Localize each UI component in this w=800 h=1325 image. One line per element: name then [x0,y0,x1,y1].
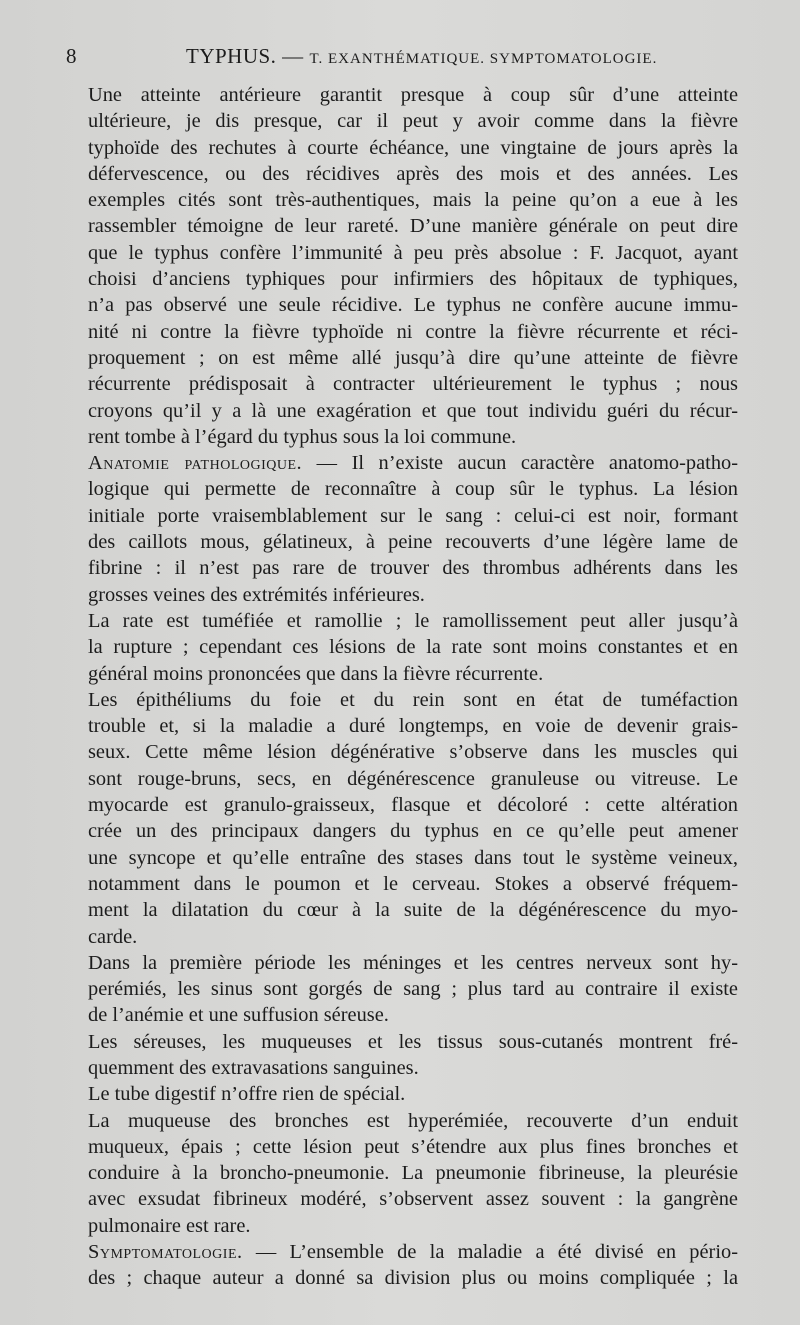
line-text: quemment des extravasations sanguines. [88,1056,419,1079]
line-text: crée un des principaux dangers du typhus en ce qu’elle peut amener [88,820,738,843]
text-line [88,213,738,239]
line-text: rent tombe à l’égard du typhus sous la loi commune. [88,425,517,448]
text-line [88,345,738,371]
text-line [88,1055,738,1081]
text-line [88,661,738,687]
line-text: La muqueuse des bronches est hyperémiée, recouverte d’un enduit [88,1109,738,1132]
line-text: pulmonaire est rare. [88,1214,251,1237]
line-text: rassembler témoigne de leur rareté. D’une manière générale on peut dire [88,215,738,238]
text-line [88,1265,738,1291]
line-text: fibrine : il n’est pas rare de trouver des thrombus adhérents dans les [88,557,738,580]
line-text: choisi d’anciens typhiques pour infirmiers des hôpitaux de typhiques, [88,268,738,291]
page-number: 8 [66,44,77,68]
line-text: myocarde est granulo-graisseux, flasque et décoloré : cette altération [88,794,738,817]
text-line [88,1134,738,1160]
running-title-main: TYPHUS. — [186,44,310,68]
text-line [88,1108,738,1134]
line-text: la rupture ; cependant ces lésions de la rate sont moins constantes et en [88,636,738,659]
text-line [88,871,738,897]
text-line [88,108,738,134]
line-text: général moins prononcées que dans la fièvre récurrente. [88,662,544,685]
line-text: croyons qu’il y a là une exagération et que tout individu guéri du récur- [88,399,738,422]
line-text: ultérieure, je dis presque, car il peut y avoir comme dans la fièvre [88,110,738,133]
line-text: trouble et, si la maladie a duré longtemps, en voie de devenir grais- [88,715,738,738]
line-text: Les épithéliums du foie et du rein sont en état de tuméfaction [88,688,738,711]
page-header [66,44,746,74]
text-line [88,582,738,608]
line-text: — Il n’existe aucun caractère anatomo-patho- [302,452,738,475]
line-text: des ; chaque auteur a donné sa division plus ou moins compliquée ; la [88,1267,738,1290]
line-text: notamment dans le poumon et le cerveau. Stokes a observé fréquem- [88,872,738,895]
line-text: proquement ; on est même allé jusqu’à dire qu’une atteinte de fièvre [88,346,738,369]
text-line [88,187,738,213]
text-line [88,634,738,660]
line-text: initiale porte vraisemblablement sur le sang : celui-ci est noir, formant [88,504,738,527]
line-text: avec exsudat fibrineux modéré, s’observent assez souvent : la gangrène [88,1188,738,1211]
text-line [88,398,738,424]
text-line [88,161,738,187]
line-text: Dans la première période les méninges et les centres nerveux sont hy- [88,951,738,974]
section-heading: Anatomie pathologique. [88,452,303,475]
line-text: perémiés, les sinus sont gorgés de sang ; plus tard au contraire il existe [88,978,738,1001]
line-text: grosses veines des extrémités inférieures. [88,583,425,606]
text-line [88,687,738,713]
line-text: une syncope et qu’elle entraîne des stases dans tout le système veineux, [88,846,738,869]
text-line [88,1186,738,1212]
section-heading: Symptomatologie. [88,1241,243,1264]
text-line [88,371,738,397]
line-text: exemples cités sont très-authentiques, mais la peine qu’on a eue à les [88,189,738,212]
text-line [88,529,738,555]
text-line [88,476,738,502]
line-text: sont rouge-bruns, secs, en dégénérescence granuleuse ou vitreuse. Le [88,767,738,790]
line-text: La rate est tuméfiée et ramollie ; le ramollissement peut aller jusqu’à [88,609,738,632]
text-line [88,1239,738,1265]
line-text: logique qui permette de reconnaître à coup sûr le typhus. La lésion [88,478,738,501]
text-line [88,924,738,950]
text-line [88,82,738,108]
text-line [88,266,738,292]
text-line [88,1002,738,1028]
line-text: muqueux, épais ; cette lésion peut s’étendre aux plus fines bronches et [88,1135,738,1158]
line-text: défervescence, ou des récidives après des mois et des années. Les [88,162,738,185]
line-text: Une atteinte antérieure garantit presque à coup sûr d’une atteinte [88,84,738,106]
text-line [88,1029,738,1055]
line-text: nité ni contre la fièvre typhoïde ni contre la fièvre récurrente et réci- [88,320,738,343]
line-text: typhoïde des rechutes à courte échéance, une vingtaine de jours après la [88,136,738,159]
running-title [186,44,657,69]
text-line [88,897,738,923]
text-line [88,818,738,844]
line-text: de l’anémie et une suffusion séreuse. [88,1004,389,1027]
line-text: seux. Cette même lésion dégénérative s’observe dans les muscles qui [88,741,738,764]
line-text: n’a pas observé une seule récidive. Le typhus ne confère aucune immu- [88,294,738,317]
text-line [88,135,738,161]
text-line [88,450,738,476]
text-line [88,319,738,345]
text-line [88,950,738,976]
text-line [88,240,738,266]
line-text: Le tube digestif n’offre rien de spécial. [88,1083,406,1106]
text-line [88,1160,738,1186]
line-text: Les séreuses, les muqueuses et les tissus sous-cutanés montrent fré- [88,1030,738,1053]
text-line [88,792,738,818]
text-line [88,608,738,634]
line-text: récurrente prédisposait à contracter ultérieurement le typhus ; nous [88,373,738,396]
text-line [88,555,738,581]
text-line [88,713,738,739]
running-title-rest: T. EXANTHÉMATIQUE. SYMPTOMATOLOGIE. [309,51,658,67]
text-line [88,503,738,529]
text-line [88,424,738,450]
line-text: — L’ensemble de la maladie a été divisé en pério- [242,1241,738,1264]
line-text: ment la dilatation du cœur à la suite de la dégénérescence du myo- [88,899,738,922]
line-text: conduire à la broncho-pneumonie. La pneumonie fibrineuse, la pleurésie [88,1162,738,1185]
text-line [88,845,738,871]
text-line [88,976,738,1002]
line-text: carde. [88,925,138,948]
body-text [88,82,738,1292]
text-line [88,292,738,318]
line-text: des caillots mous, gélatineux, à peine recouverts d’une légère lame de [88,531,738,554]
line-text: que le typhus confère l’immunité à peu près absolue : F. Jacquot, ayant [88,241,738,264]
text-line [88,739,738,765]
text-line [88,766,738,792]
text-line [88,1213,738,1239]
text-line [88,1081,738,1107]
